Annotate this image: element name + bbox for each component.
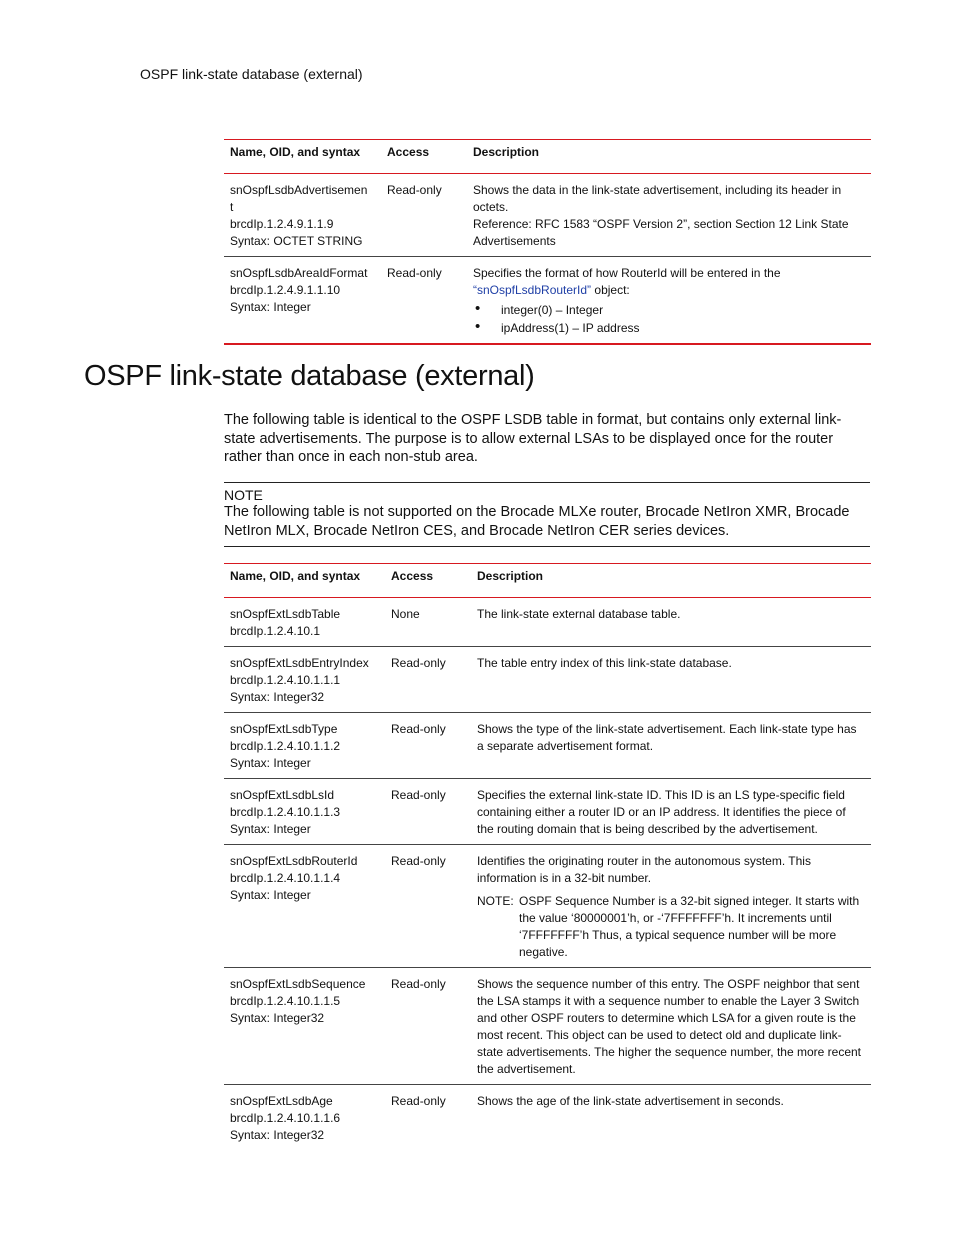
description-cell: The table entry index of this link-state database. bbox=[471, 647, 871, 713]
table-row bbox=[224, 779, 871, 845]
object-syntax: Syntax: Integer32 bbox=[230, 1128, 325, 1142]
format-options-list bbox=[473, 301, 865, 337]
running-header: OSPF link-state database (external) bbox=[140, 66, 363, 82]
table-row bbox=[224, 713, 871, 779]
access-cell: Read-only bbox=[385, 647, 471, 713]
name-cell bbox=[224, 968, 385, 1085]
object-name: snOspfExtLsdbTable bbox=[230, 607, 341, 621]
access-cell: Read-only bbox=[385, 779, 471, 845]
object-name: snOspfExtLsdbType bbox=[230, 722, 338, 736]
object-name: snOspfLsdbAdvertisemen bbox=[230, 183, 368, 197]
description-lead: Specifies the format of how RouterId will be entered in the bbox=[473, 266, 781, 280]
access-cell: Read-only bbox=[381, 257, 467, 345]
description-cell: Shows the age of the link-state advertisement in seconds. bbox=[471, 1085, 871, 1151]
access-cell: Read-only bbox=[385, 845, 471, 968]
description-cell: Shows the sequence number of this entry. The OSPF neighbor that sent the LSA stamps it with a sequence number to enable the Layer 3 Switch and other OSPF routers to determine which LSA for a given route is the most recent. This object can be used to detect old and duplicate link-state advertisements. The higher the sequence number, the more recent the advertisement. bbox=[471, 968, 871, 1085]
object-oid: brcdIp.1.2.4.10.1.1.3 bbox=[230, 805, 341, 819]
name-cell bbox=[224, 647, 385, 713]
object-oid: brcdIp.1.2.4.9.1.1.10 bbox=[230, 283, 341, 297]
column-header-name: Name, OID, and syntax bbox=[224, 564, 385, 598]
object-syntax: Syntax: Integer32 bbox=[230, 690, 325, 704]
description-reference: Reference: RFC 1583 “OSPF Version 2”, section Section 12 Link State Advertisements bbox=[473, 217, 849, 248]
object-name: snOspfExtLsdbAge bbox=[230, 1094, 333, 1108]
object-name: snOspfExtLsdbSequence bbox=[230, 977, 366, 991]
inline-note bbox=[477, 893, 865, 961]
description-cell bbox=[467, 174, 871, 257]
object-syntax: Syntax: Integer bbox=[230, 300, 311, 314]
name-cell bbox=[224, 257, 381, 345]
access-cell: None bbox=[391, 607, 420, 621]
access-cell: Read-only bbox=[385, 713, 471, 779]
router-id-link[interactable]: “snOspfLsdbRouterId” bbox=[473, 283, 592, 297]
name-cell bbox=[224, 598, 385, 647]
lsdb-table-continued bbox=[224, 139, 871, 345]
table-header-row bbox=[224, 140, 871, 174]
name-cell bbox=[224, 779, 385, 845]
column-header-name: Name, OID, and syntax bbox=[224, 140, 381, 174]
object-name-wrap: t bbox=[230, 200, 234, 214]
table-row bbox=[224, 174, 871, 257]
description-text bbox=[473, 265, 865, 299]
list-item: • integer(0) – Integer bbox=[473, 301, 865, 319]
access-cell: Read-only bbox=[387, 183, 442, 197]
object-oid: brcdIp.1.2.4.10.1.1.1 bbox=[230, 673, 341, 687]
inline-note-text: OSPF Sequence Number is a 32-bit signed integer. It starts with the value ‘80000001’h, or -‘7FFFFFFF’h. It increments until ‘7FFFFFFF’h Thus, a typical sequence number will be more negative. bbox=[519, 894, 860, 959]
object-syntax: Syntax: Integer bbox=[230, 888, 311, 902]
column-header-description: Description bbox=[471, 564, 871, 598]
object-name: snOspfExtLsdbEntryIndex bbox=[230, 656, 369, 670]
object-name: snOspfLsdbAreaIdFormat bbox=[230, 266, 368, 280]
column-header-access: Access bbox=[381, 140, 467, 174]
table-row bbox=[224, 598, 871, 647]
object-oid: brcdIp.1.2.4.10.1 bbox=[230, 624, 321, 638]
description-cell: Specifies the external link-state ID. This ID is an LS type-specific field containing either a router ID or an IP address. It identifies the piece of the routing domain that is being described by the advertisement. bbox=[471, 779, 871, 845]
section-title: OSPF link-state database (external) bbox=[84, 360, 535, 392]
description-text: Identifies the originating router in the autonomous system. This information is in a 32-bit number. bbox=[477, 854, 811, 885]
description-cell: Shows the type of the link-state advertisement. Each link-state type has a separate advertisement format. bbox=[471, 713, 871, 779]
note-label: NOTE bbox=[224, 487, 263, 503]
name-cell bbox=[224, 1085, 385, 1151]
object-syntax: Syntax: Integer bbox=[230, 822, 311, 836]
section-intro: The following table is identical to the OSPF LSDB table in format, but contains only external link-state advertisements. The purpose is to allow external LSAs to be displayed once for the router rather than once in each non-stub area. bbox=[224, 412, 842, 465]
description-cell bbox=[467, 257, 871, 345]
table-row bbox=[224, 845, 871, 968]
list-item: • ipAddress(1) – IP address bbox=[473, 319, 865, 337]
object-oid: brcdIp.1.2.4.10.1.1.6 bbox=[230, 1111, 341, 1125]
object-syntax: Syntax: Integer bbox=[230, 756, 311, 770]
object-oid: brcdIp.1.2.4.10.1.1.2 bbox=[230, 739, 341, 753]
column-header-access: Access bbox=[385, 564, 471, 598]
object-name: snOspfExtLsdbLsId bbox=[230, 788, 335, 802]
object-syntax: Syntax: OCTET STRING bbox=[230, 234, 363, 248]
name-cell bbox=[224, 713, 385, 779]
object-oid: brcdIp.1.2.4.10.1.1.5 bbox=[230, 994, 341, 1008]
access-cell: Read-only bbox=[385, 1085, 471, 1151]
inline-note-label: NOTE: bbox=[477, 894, 514, 908]
note-text: The following table is not supported on the Brocade MLXe router, Brocade NetIron XMR, Brocade NetIron MLX, Brocade NetIron CES, and Brocade NetIron CER series devices. bbox=[224, 504, 850, 539]
table-row bbox=[224, 968, 871, 1085]
object-oid: brcdIp.1.2.4.10.1.1.4 bbox=[230, 871, 341, 885]
table-row bbox=[224, 647, 871, 713]
table-row bbox=[224, 1085, 871, 1151]
ext-lsdb-table bbox=[224, 563, 871, 1150]
description-cell bbox=[471, 845, 871, 968]
table-row bbox=[224, 257, 871, 345]
description-text: Shows the data in the link-state advertisement, including its header in octets. bbox=[473, 183, 842, 214]
object-name: snOspfExtLsdbRouterId bbox=[230, 854, 358, 868]
table-header-row bbox=[224, 564, 871, 598]
object-oid: brcdIp.1.2.4.9.1.1.9 bbox=[230, 217, 334, 231]
access-cell: Read-only bbox=[385, 968, 471, 1085]
description-cell: The link-state external database table. bbox=[477, 607, 681, 621]
name-cell bbox=[224, 845, 385, 968]
name-cell bbox=[224, 174, 381, 257]
description-tail: object: bbox=[591, 283, 630, 297]
column-header-description: Description bbox=[467, 140, 871, 174]
object-syntax: Syntax: Integer32 bbox=[230, 1011, 325, 1025]
note-box bbox=[224, 482, 870, 547]
